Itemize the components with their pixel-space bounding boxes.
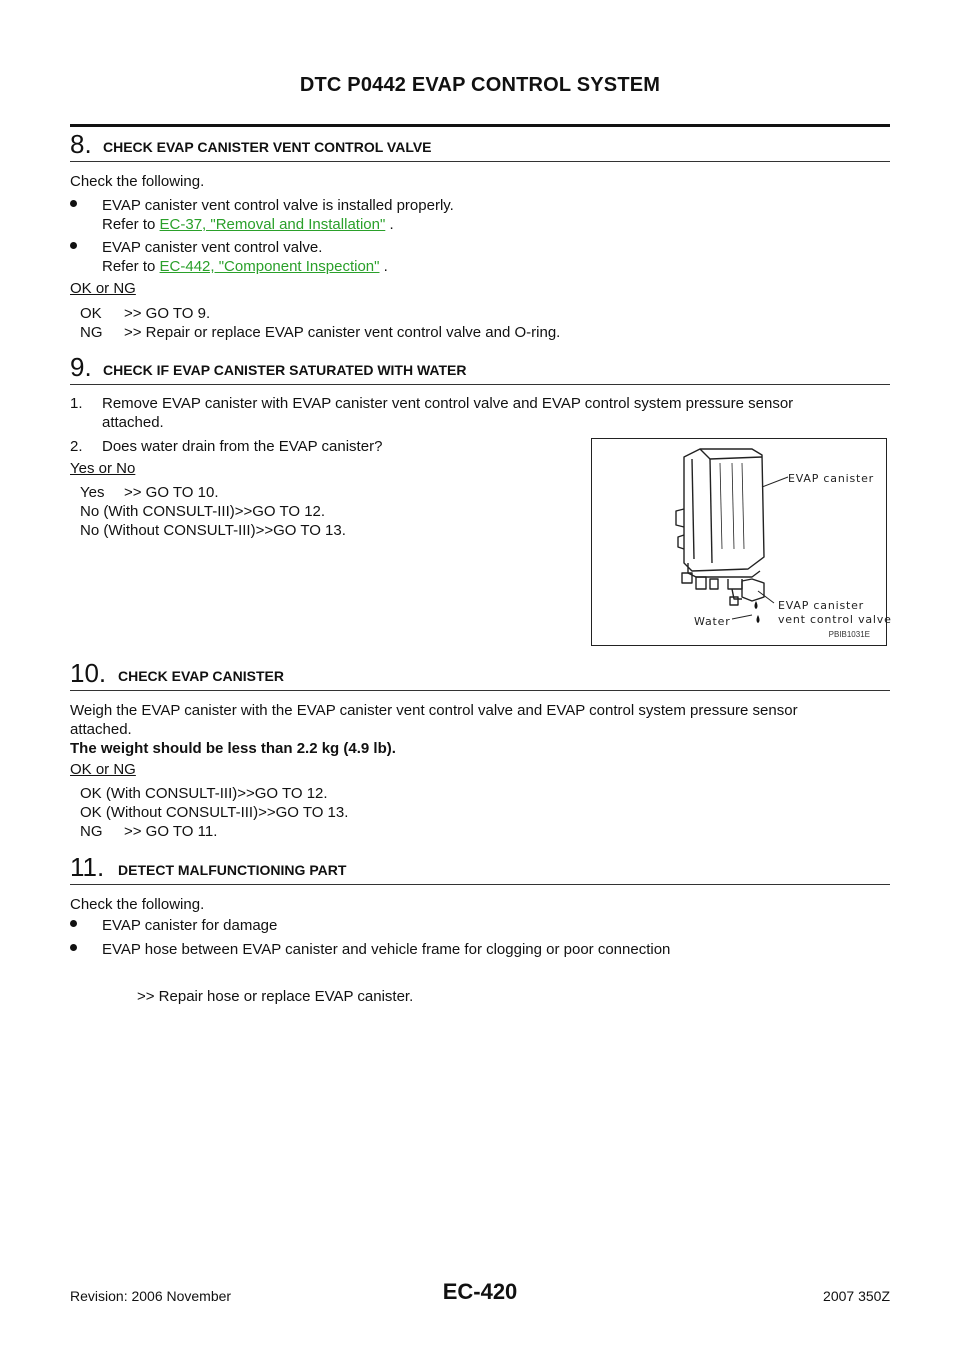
refer-line [102, 257, 388, 276]
step-11-bullet-2 [0, 940, 960, 960]
bullet-icon [70, 920, 77, 927]
result-line: No (With CONSULT-III)>>GO TO 12. [80, 503, 326, 520]
refer-label: Refer to [102, 258, 156, 275]
step-title: DETECT MALFUNCTIONING PART [118, 862, 347, 878]
result-key: Yes [80, 484, 105, 501]
item-text: attached. [102, 414, 164, 431]
item-number: 1. [70, 395, 83, 412]
step-11-header [70, 850, 890, 885]
step-8-bullet-1 [0, 196, 960, 236]
canister-figure [591, 438, 892, 646]
item-text: Does water drain from the EVAP canister? [102, 438, 383, 455]
refer-dot: . [389, 216, 394, 233]
result-key: NG [80, 324, 103, 341]
step-10-text: Weigh the EVAP canister with the EVAP canister vent control valve and EVAP control system pressure sensor [70, 702, 798, 719]
label-water: Water [694, 615, 731, 628]
step-number: 10. [70, 658, 107, 688]
label-vent-valve-line1: EVAP canister [778, 599, 864, 612]
result-line: OK (With CONSULT-III)>>GO TO 12. [80, 785, 328, 802]
result-value: >> Repair or replace EVAP canister vent control valve and O-ring. [124, 324, 561, 341]
step-9-question: Yes or No [70, 460, 136, 477]
step-11-action: >> Repair hose or replace EVAP canister. [137, 988, 414, 1005]
step-10-text: attached. [70, 721, 132, 738]
bullet-icon [70, 200, 77, 207]
result-value: >> GO TO 9. [124, 305, 211, 322]
step-8-question: OK or NG [70, 280, 136, 297]
step-8-bullet-2 [0, 238, 960, 278]
figure-code: PBIB1031E [828, 630, 870, 639]
bullet-text: EVAP hose between EVAP canister and vehicle frame for clogging or poor connection [102, 941, 671, 958]
item-text: Remove EVAP canister with EVAP canister vent control valve and EVAP control system pressure sensor [102, 395, 794, 412]
label-vent-valve-line2: vent control valve [778, 613, 892, 626]
step-title: CHECK EVAP CANISTER [118, 668, 284, 684]
step-number: 8. [70, 129, 92, 159]
bullet-icon [70, 242, 77, 249]
step-8-header [70, 124, 890, 162]
step-10-question: OK or NG [70, 761, 136, 778]
link-component-inspection[interactable]: EC-442, "Component Inspection" [159, 258, 380, 275]
item-number: 2. [70, 438, 83, 455]
step-11-bullet-1 [0, 916, 960, 936]
step-11-intro: Check the following. [70, 896, 205, 913]
result-value: >> GO TO 11. [124, 823, 218, 840]
bullet-text: EVAP canister for damage [102, 917, 278, 934]
step-number: 11. [70, 852, 105, 882]
step-title: CHECK IF EVAP CANISTER SATURATED WITH WATER [103, 362, 467, 378]
step-8-intro: Check the following. [70, 173, 205, 190]
result-line: No (Without CONSULT-III)>>GO TO 13. [80, 522, 346, 539]
result-value: >> GO TO 10. [124, 484, 219, 501]
footer-model: 2007 350Z [823, 1288, 890, 1304]
step-10-header [70, 656, 890, 691]
bullet-icon [70, 944, 77, 951]
step-10-spec: The weight should be less than 2.2 kg (4.9 lb). [70, 740, 396, 757]
result-line: OK (Without CONSULT-III)>>GO TO 13. [80, 804, 349, 821]
step-number: 9. [70, 352, 92, 382]
result-key: OK [80, 305, 102, 322]
bullet-text: EVAP canister vent control valve. [102, 239, 323, 256]
bullet-text: EVAP canister vent control valve is installed properly. [102, 197, 454, 214]
page-title: DTC P0442 EVAP CONTROL SYSTEM [299, 74, 661, 96]
page-number: EC-420 [442, 1279, 518, 1304]
step-title: CHECK EVAP CANISTER VENT CONTROL VALVE [103, 139, 432, 155]
refer-line [102, 215, 394, 234]
result-key: NG [80, 823, 103, 840]
refer-dot: . [383, 258, 388, 275]
link-removal-installation[interactable]: EC-37, "Removal and Installation" [159, 216, 386, 233]
footer-revision: Revision: 2006 November [70, 1288, 232, 1304]
step-9-header [70, 350, 890, 385]
refer-label: Refer to [102, 216, 156, 233]
label-evap-canister: EVAP canister [788, 472, 874, 485]
